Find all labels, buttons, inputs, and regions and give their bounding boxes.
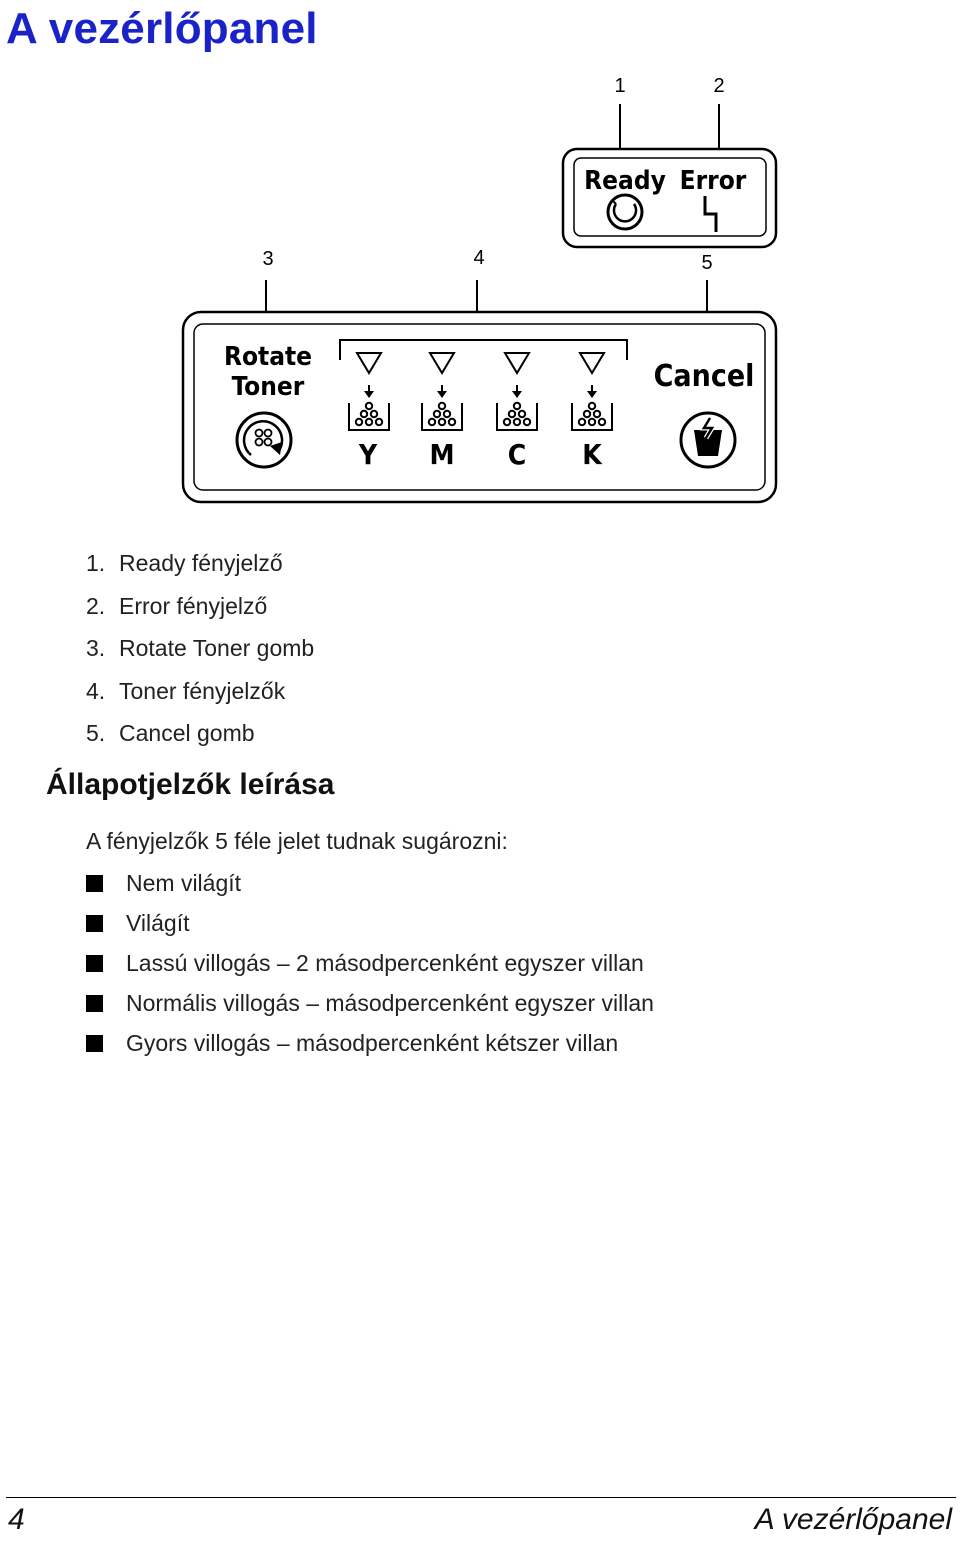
callout-legend-number: 4. bbox=[86, 677, 106, 704]
callout-legend-number: 5. bbox=[86, 720, 106, 746]
page-number: 4 bbox=[8, 1503, 25, 1536]
signal-label: Világít bbox=[126, 910, 190, 936]
toner-letter-c: C bbox=[507, 438, 527, 471]
callout-legend-number: 2. bbox=[86, 592, 106, 619]
ready-label: Ready bbox=[584, 166, 666, 196]
callout-number-3: 3 bbox=[262, 248, 274, 270]
callout-number-1: 1 bbox=[614, 75, 626, 97]
list-item bbox=[86, 587, 314, 630]
footer-divider bbox=[6, 1497, 956, 1498]
callout-number-5: 5 bbox=[701, 252, 713, 274]
toner-letter-y: Y bbox=[358, 438, 378, 471]
list-item bbox=[86, 629, 314, 672]
bullet-square-icon bbox=[86, 995, 103, 1012]
list-item bbox=[86, 672, 314, 715]
section-title: Állapotjelzők leírása bbox=[46, 768, 335, 801]
control-panel bbox=[183, 312, 776, 502]
rotate-label-line2: Toner bbox=[231, 372, 305, 402]
callout-legend bbox=[86, 544, 314, 757]
page-title: A vezérlőpanel bbox=[6, 4, 318, 53]
list-item bbox=[86, 714, 314, 757]
error-label: Error bbox=[679, 166, 747, 196]
cancel-label: Cancel bbox=[653, 359, 755, 394]
callout-legend-label: Error fényjelző bbox=[119, 592, 268, 619]
list-item bbox=[86, 866, 654, 906]
rotate-toner-button[interactable] bbox=[237, 413, 291, 467]
callout-legend-number: 3. bbox=[86, 635, 106, 661]
callout-number-2: 2 bbox=[713, 75, 725, 97]
callout-number-4: 4 bbox=[473, 247, 485, 269]
bullet-square-icon bbox=[86, 875, 103, 892]
toner-letter-k: K bbox=[582, 438, 602, 471]
signal-label: Nem világít bbox=[126, 870, 242, 896]
callout-legend-label: Toner fényjelzők bbox=[119, 677, 286, 704]
section-intro: A fényjelzők 5 féle jelet tudnak sugározni: bbox=[86, 828, 508, 854]
status-panel bbox=[563, 149, 776, 247]
footer-title: A vezérlőpanel bbox=[754, 1503, 952, 1536]
callout-legend-label: Rotate Toner gomb bbox=[119, 635, 315, 661]
list-item bbox=[86, 544, 314, 587]
list-item bbox=[86, 986, 654, 1026]
callout-legend-label: Cancel gomb bbox=[119, 720, 255, 746]
bullet-square-icon bbox=[86, 915, 103, 932]
toner-letter-m: M bbox=[429, 438, 455, 471]
callout-legend-label: Ready fényjelző bbox=[119, 550, 283, 576]
bullet-square-icon bbox=[86, 955, 103, 972]
signal-label: Gyors villogás – másodpercenként kétszer villan bbox=[126, 1030, 619, 1056]
signal-list bbox=[86, 866, 654, 1066]
list-item bbox=[86, 1026, 654, 1066]
callout-legend-number: 1. bbox=[86, 550, 106, 576]
list-item bbox=[86, 906, 654, 946]
rotate-label-line1: Rotate bbox=[223, 342, 313, 372]
signal-label: Normális villogás – másodpercenként egyszer villan bbox=[126, 990, 654, 1016]
bullet-square-icon bbox=[86, 1035, 103, 1052]
list-item bbox=[86, 946, 654, 986]
signal-label: Lassú villogás – 2 másodpercenként egyszer villan bbox=[126, 950, 644, 976]
control-panel-diagram bbox=[0, 60, 960, 520]
cancel-button[interactable] bbox=[681, 413, 735, 467]
